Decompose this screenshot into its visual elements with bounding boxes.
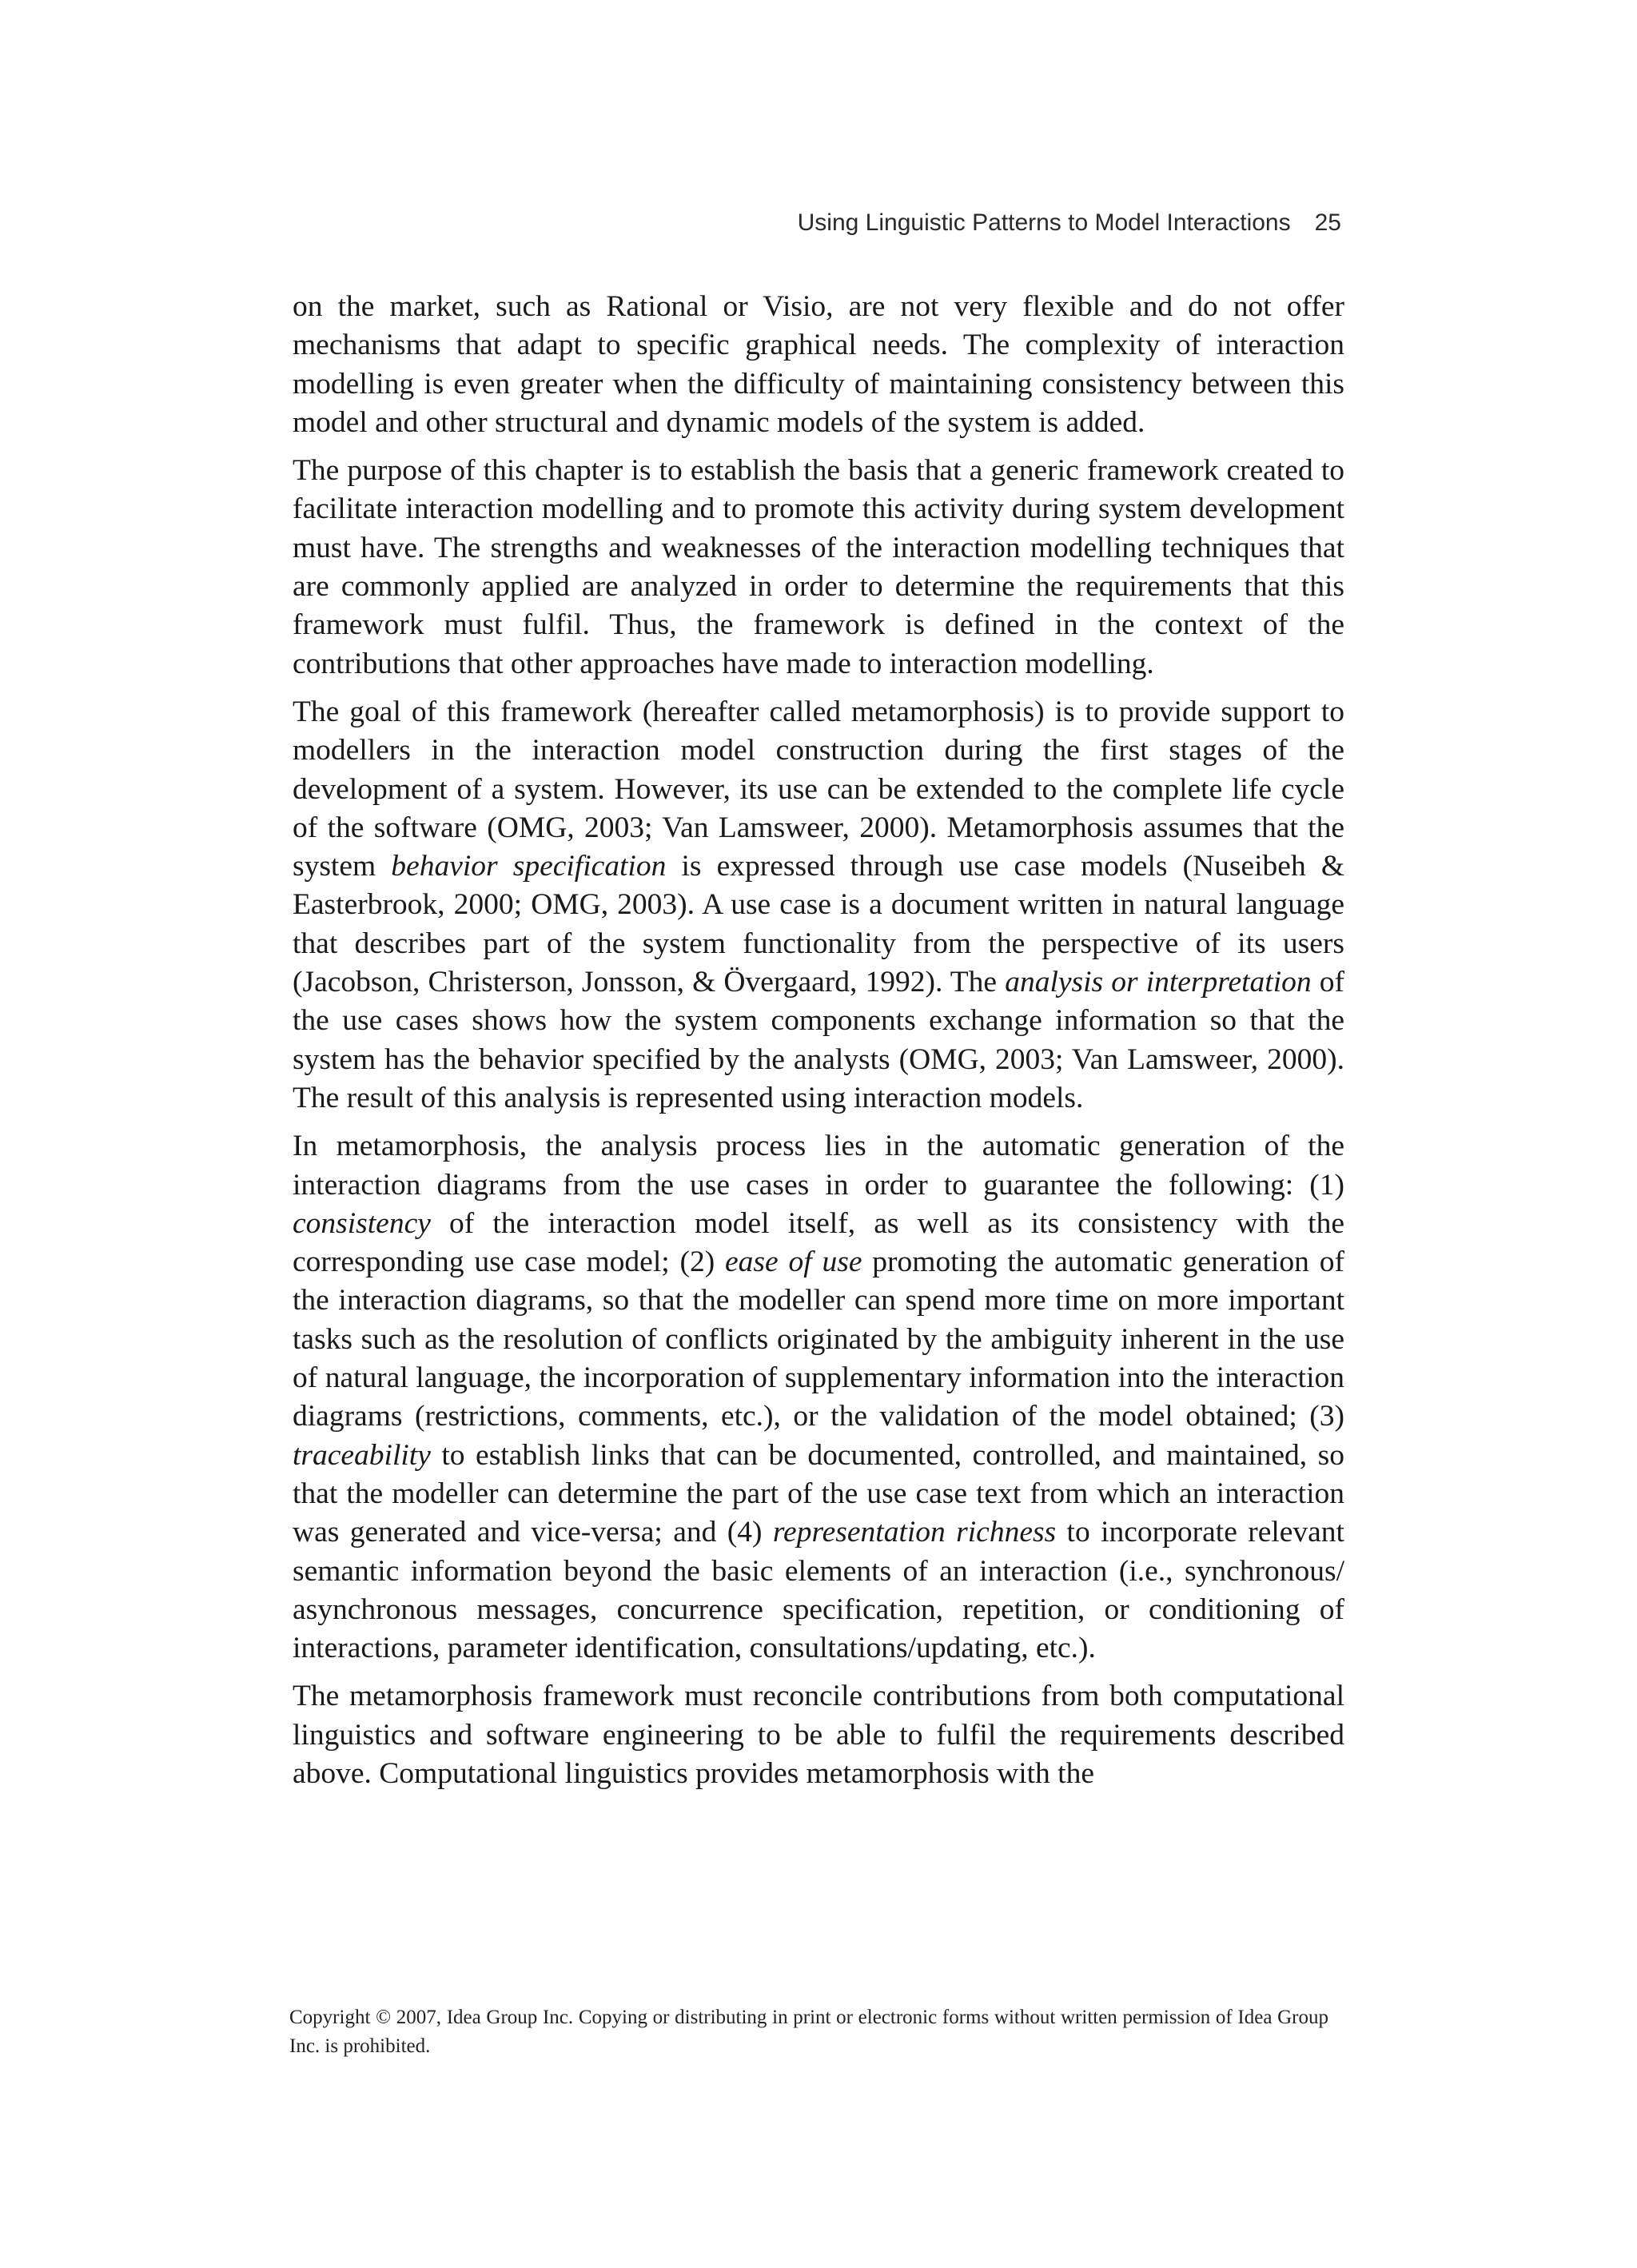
emphasis-consistency: consistency	[293, 1206, 431, 1240]
copyright-footer: Copyright © 2007, Idea Group Inc. Copying or distributing in print or electronic forms without written permission of Idea Group Inc. is prohibited.	[289, 2007, 1328, 2057]
paragraph-4-text-2: of the interaction model itself, as well as its consistency with the corresponding use case model; (2)	[293, 1206, 1344, 1279]
paragraph-3-text-1: The goal of this framework (hereafter called metamorphosis) is to provide support to modellers in the interaction model construction during the first stages of the development of a system. However, its use can be extended to the complete life cycle of the software (OMG, 2003; Van Lamsweer, 2000). Metamorphosis assumes that the system	[293, 695, 1344, 883]
paragraph-3	[293, 693, 1344, 1118]
emphasis-ease-of-use: ease of use	[725, 1246, 862, 1279]
paragraph-2: The purpose of this chapter is to establish the basis that a generic framework created to facilitate interaction modelling and to promote this activity during system development must have. The strengths and weaknesses of the interaction modelling techniques that are commonly applied are analyzed in order to determine the requirements that this framework must fulfil. Thus, the framework is defined in the context of the contributions that other approaches have made to interaction modelling.	[293, 454, 1344, 680]
paragraph-1: on the market, such as Rational or Visio, are not very flexible and do not offer mechanisms that adapt to specific graphical needs. The complexity of interaction modelling is even greater when the difficulty of maintaining consistency between this model and other structural and dynamic models of the system is added.	[293, 290, 1344, 439]
paragraph-4	[293, 1127, 1344, 1668]
emphasis-representation-richness: representation richness	[772, 1516, 1057, 1549]
paragraph-3-text-2: is expressed through use case models (Nuseibeh & Easterbrook, 2000; OMG, 2003). A use case is a document written in natural language that describes part of the system functionality from the perspective of its users (Jacobson, Christerson, Jonsson, & Övergaard, 1992). The	[293, 850, 1344, 999]
paragraph-4-text-1: In metamorphosis, the analysis process lies in the automatic generation of the interaction diagrams from the use cases in order to guarantee the following: (1)	[293, 1130, 1344, 1202]
paragraph-4-text-4: to establish links that can be documented, controlled, and maintained, so that the modeller can determine the part of the use case text from which an interaction was generated and vice-versa; and (4)	[293, 1438, 1344, 1549]
body-text	[293, 288, 1344, 1803]
page-number: 25	[1314, 209, 1341, 236]
emphasis-traceability: traceability	[293, 1438, 431, 1472]
running-header-title: Using Linguistic Patterns to Model Interactions	[797, 209, 1291, 236]
paragraph-4-text-3: promoting the automatic generation of the interaction diagrams, so that the modeller can spend more time on more important tasks such as the resolution of conflicts originated by the ambiguity inherent in the use of natural language, the incorporation of supplementary information into the interaction diagrams (restrictions, comments, etc.), or the validation of the model obtained; (3)	[293, 1246, 1344, 1433]
paragraph-4-text-5: to incorporate relevant semantic information beyond the basic elements of an interaction (i.e., synchronous/​asynchronous messages, concurrence specification, repetition, or conditioning of interactions, parameter identification, consultations/updating, etc.).	[293, 1516, 1344, 1665]
emphasis-behavior-specification: behavior specification	[391, 850, 667, 883]
paragraph-3-text-3: of the use cases shows how the system components exchange information so that the system has the behavior specified by the analysts (OMG, 2003; Van Lamsweer, 2000). The result of this analysis is represented using interaction models.	[293, 966, 1344, 1114]
running-header	[798, 209, 1341, 237]
paragraph-5: The metamorphosis framework must reconcile contributions from both computational linguistics and software engineering to be able to fulfil the requirements described above. Computational linguistics provides metamorphosis with the	[293, 1680, 1344, 1790]
emphasis-analysis-or-interpretation: analysis or interpretation	[1005, 966, 1312, 999]
